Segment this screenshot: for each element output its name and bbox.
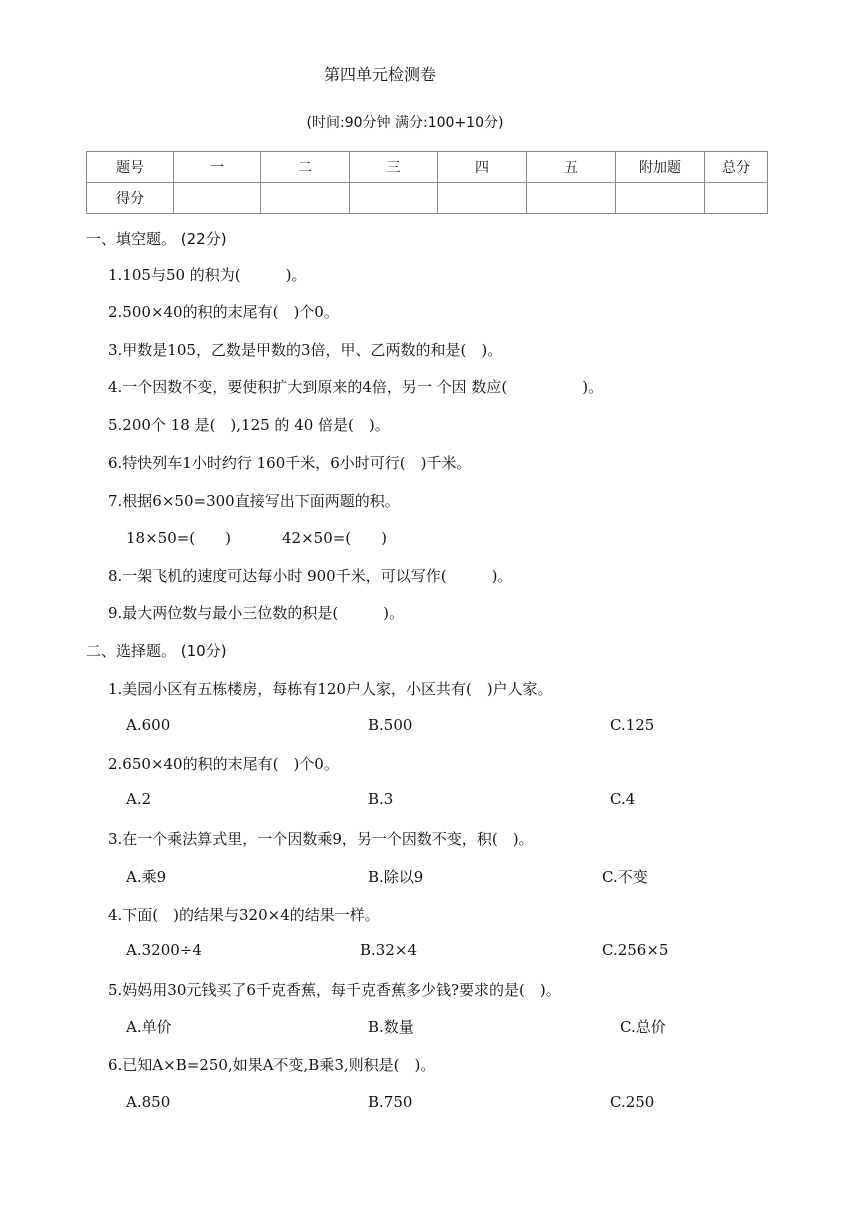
choice-option: A.单价 bbox=[126, 1018, 172, 1036]
choice-option: A.2 bbox=[126, 790, 152, 808]
choice-option: A.乘9 bbox=[126, 868, 167, 886]
section-heading-multiple-choice: 二、选择题。 (10分) bbox=[86, 642, 227, 660]
question-text: 6.特快列车1小时约行 160千米，6小时可行( )千米。 bbox=[108, 454, 472, 472]
score-header-cell: 一 bbox=[174, 152, 261, 183]
choice-option: B.500 bbox=[368, 716, 413, 734]
score-header-cell: 五 bbox=[527, 152, 616, 183]
score-table bbox=[86, 151, 768, 214]
choice-option: A.850 bbox=[126, 1093, 171, 1111]
question-text: 5.妈妈用30元钱买了6千克香蕉，每千克香蕉多少钱?要求的是( )。 bbox=[108, 981, 561, 999]
question-text: 3.在一个乘法算式里，一个因数乘9，另一个因数不变，积( )。 bbox=[108, 830, 534, 848]
question-text: 1.美园小区有五栋楼房，每栋有120户人家，小区共有( )户人家。 bbox=[108, 680, 553, 698]
score-table-header-row bbox=[87, 152, 768, 183]
subquestion-text: 18×50=( ) bbox=[126, 529, 232, 547]
question-text: 4.一个因数不变，要使积扩大到原来的4倍，另一 个因 数应( )。 bbox=[108, 378, 604, 396]
choice-option: B.数量 bbox=[368, 1018, 414, 1036]
score-header-cell: 题号 bbox=[87, 152, 174, 183]
score-cell[interactable] bbox=[438, 183, 527, 214]
choice-option: C.不变 bbox=[602, 868, 648, 886]
subquestion-text: 42×50=( ) bbox=[282, 529, 388, 547]
choice-option: B.3 bbox=[368, 790, 394, 808]
question-text: 5.200个 18 是( ),125 的 40 倍是( )。 bbox=[108, 416, 390, 434]
page-subtitle: (时间:90分钟 满分:100+10分) bbox=[306, 115, 504, 131]
score-header-cell: 附加题 bbox=[616, 152, 705, 183]
question-text: 3.甲数是105，乙数是甲数的3倍，甲、乙两数的和是( )。 bbox=[108, 341, 503, 359]
score-header-cell: 二 bbox=[261, 152, 350, 183]
score-cell[interactable] bbox=[261, 183, 350, 214]
score-cell[interactable] bbox=[174, 183, 261, 214]
score-cell[interactable] bbox=[350, 183, 438, 214]
score-cell[interactable] bbox=[616, 183, 705, 214]
question-text: 6.已知A×B=250,如果A不变,B乘3,则积是( )。 bbox=[108, 1056, 436, 1074]
question-text: 2.500×40的积的末尾有( )个0。 bbox=[108, 303, 339, 321]
score-header-cell: 三 bbox=[350, 152, 438, 183]
choice-option: C.125 bbox=[610, 716, 655, 734]
question-text: 8.一架飞机的速度可达每小时 900千米，可以写作( )。 bbox=[108, 567, 513, 585]
question-text: 9.最大两位数与最小三位数的积是( )。 bbox=[108, 604, 405, 622]
score-cell[interactable] bbox=[527, 183, 616, 214]
question-text: 1.105与50 的积为( )。 bbox=[108, 266, 307, 284]
score-header-cell: 四 bbox=[438, 152, 527, 183]
choice-option: B.32×4 bbox=[360, 941, 417, 959]
score-row-label: 得分 bbox=[87, 183, 174, 214]
choice-option: B.750 bbox=[368, 1093, 413, 1111]
question-text: 4.下面( )的结果与320×4的结果一样。 bbox=[108, 906, 380, 924]
question-text: 7.根据6×50=300直接写出下面两题的积。 bbox=[108, 492, 400, 510]
choice-option: C.总价 bbox=[620, 1018, 666, 1036]
score-table-score-row bbox=[87, 183, 768, 214]
choice-option: A.600 bbox=[126, 716, 171, 734]
score-header-cell: 总分 bbox=[705, 152, 768, 183]
section-heading-fill-blank: 一、填空题。 (22分) bbox=[86, 230, 227, 248]
choice-option: C.256×5 bbox=[602, 941, 669, 959]
question-text: 2.650×40的积的末尾有( )个0。 bbox=[108, 755, 339, 773]
choice-option: C.4 bbox=[610, 790, 636, 808]
choice-option: C.250 bbox=[610, 1093, 655, 1111]
score-cell[interactable] bbox=[705, 183, 768, 214]
page-title: 第四单元检测卷 bbox=[323, 65, 436, 84]
choice-option: A.3200÷4 bbox=[126, 941, 202, 959]
choice-option: B.除以9 bbox=[368, 868, 424, 886]
